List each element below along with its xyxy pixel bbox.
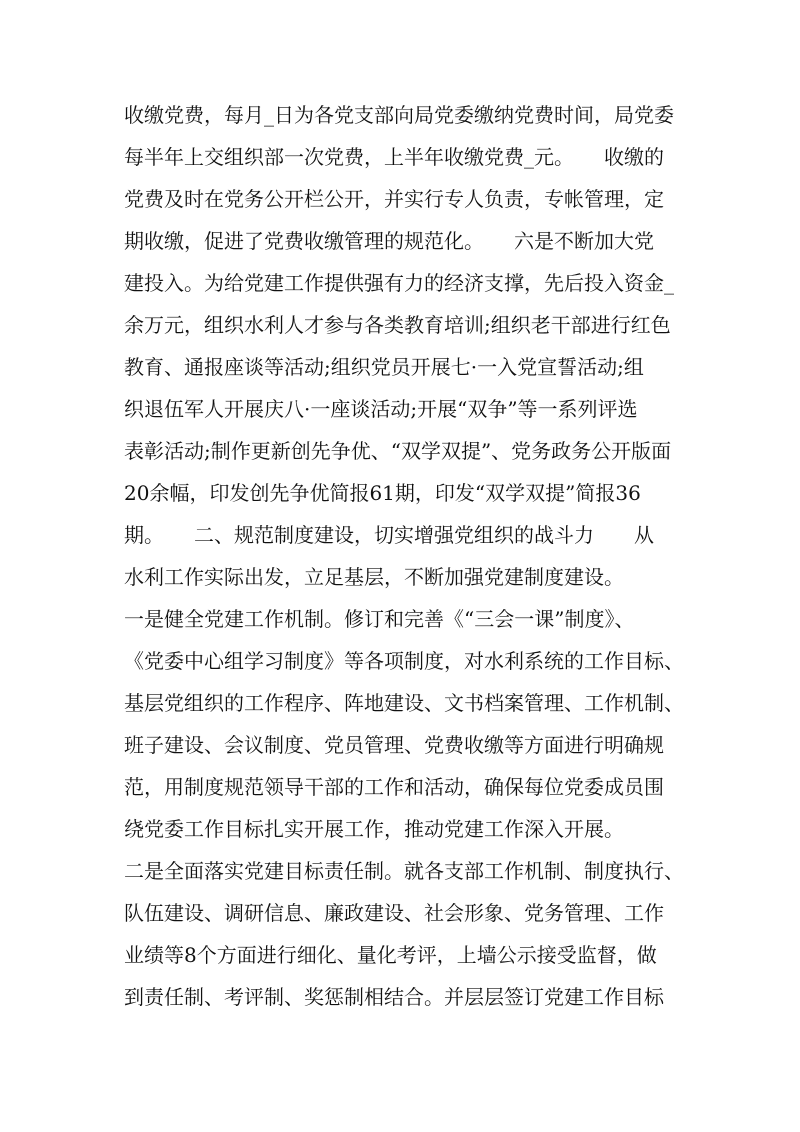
text-line: 班子建设、会议制度、党员管理、党费收缴等方面进行明确规 bbox=[124, 733, 664, 757]
text-line: 收缴党费，每月_日为各党支部向局党委缴纳党费时间，局党委 bbox=[124, 103, 674, 127]
text-line: 建投入。为给党建工作提供强有力的经济支撑，先后投入资金_ bbox=[124, 271, 674, 295]
text-line: 党费及时在党务公开栏公开，并实行专人负责，专帐管理，定 bbox=[124, 187, 664, 211]
text-line: 业绩等8个方面进行细化、量化考评，上墙公示接受监督，做 bbox=[124, 943, 657, 967]
text-line: 范，用制度规范领导干部的工作和活动，确保每位党委成员围 bbox=[124, 775, 664, 799]
text-line: 队伍建设、调研信息、廉政建设、社会形象、党务管理、工作 bbox=[124, 901, 664, 925]
text-line: 教育、通报座谈等活动;组织党员开展七·一入党宣誓活动;组 bbox=[124, 355, 644, 379]
text-line: 基层党组织的工作程序、阵地建设、文书档案管理、工作机制、 bbox=[124, 691, 684, 715]
text-line: 二是全面落实党建目标责任制。就各支部工作机制、制度执行、 bbox=[124, 859, 684, 883]
text-line: 20余幅，印发创先争优简报61期，印发“双学双提”简报36 bbox=[124, 481, 641, 505]
text-line: 到责任制、考评制、奖惩制相结合。并层层签订党建工作目标 bbox=[124, 985, 664, 1009]
text-line: 余万元，组织水利人才参与各类教育培训;组织老干部进行红色 bbox=[124, 313, 671, 337]
text-line: 《党委中心组学习制度》等各项制度，对水利系统的工作目标、 bbox=[124, 649, 684, 673]
text-line: 期。 二、规范制度建设，切实增强党组织的战斗力 从 bbox=[124, 523, 654, 547]
text-line: 表彰活动;制作更新创先争优、“双学双提”、党务政务公开版面 bbox=[124, 439, 672, 463]
text-line: 每半年上交组织部一次党费，上半年收缴党费_元。 收缴的 bbox=[124, 145, 664, 169]
text-line: 水利工作实际出发，立足基层，不断加强党建制度建设。 bbox=[124, 565, 624, 589]
text-line: 一是健全党建工作机制。修订和完善《“三会一课”制度》、 bbox=[124, 607, 635, 631]
text-line: 绕党委工作目标扎实开展工作，推动党建工作深入开展。 bbox=[124, 817, 624, 841]
text-line: 织退伍军人开展庆八·一座谈活动;开展“双争”等一系列评选 bbox=[124, 397, 638, 421]
text-line: 期收缴，促进了党费收缴管理的规范化。 六是不断加大党 bbox=[124, 229, 654, 253]
